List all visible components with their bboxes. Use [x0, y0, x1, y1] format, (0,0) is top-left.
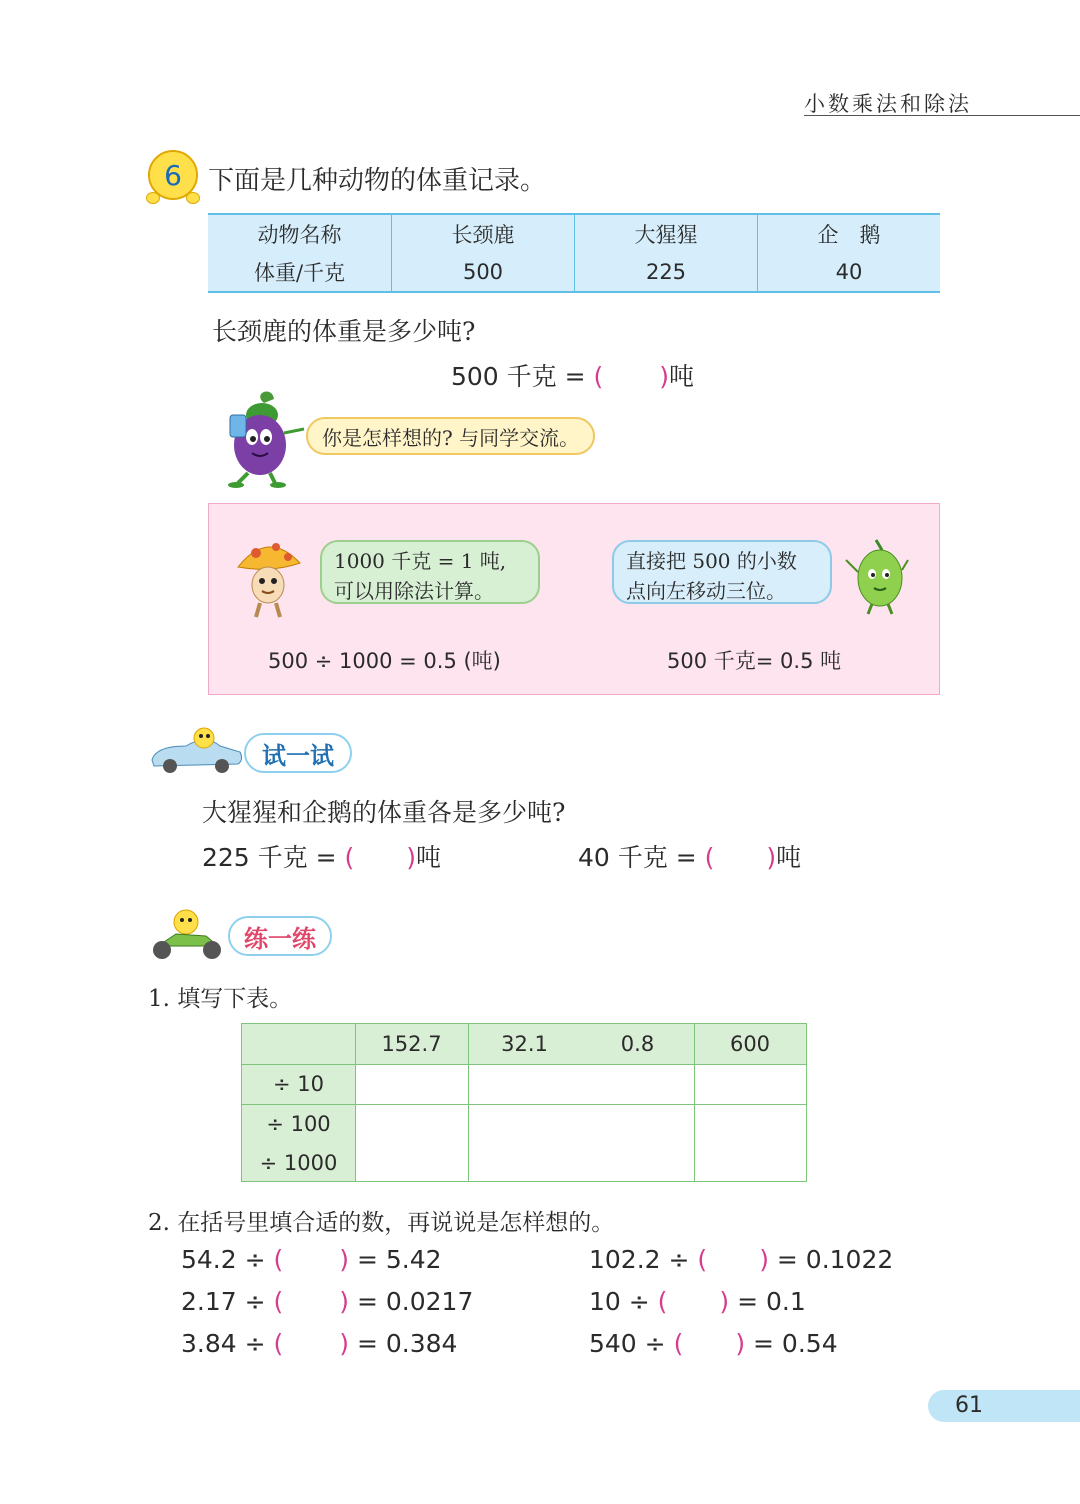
- header-rule: [804, 115, 1080, 116]
- bubble-line: 点向左移动三位。: [626, 579, 786, 603]
- equation-right: = 0.1022: [768, 1245, 894, 1274]
- motorbike-character-icon: [146, 906, 230, 962]
- equation-left: 2.17 ÷: [181, 1287, 274, 1316]
- equation-unit: 吨: [416, 843, 442, 872]
- table-cell: 40: [757, 253, 940, 291]
- open-paren: (: [704, 843, 715, 872]
- exercise-2-equation: [181, 1329, 457, 1358]
- try-it-banner: 试一试: [244, 733, 352, 773]
- equation-right: = 5.42: [349, 1245, 442, 1274]
- close-paren: ): [719, 1287, 730, 1316]
- equation-right: = 0.1: [729, 1287, 806, 1316]
- exercise-2-title: 2. 在括号里填合适的数，再说说是怎样想的。: [148, 1210, 615, 1236]
- question-giraffe: 长颈鹿的体重是多少吨?: [212, 317, 476, 346]
- table-cell: 动物名称: [257, 223, 342, 247]
- hint-speech-bubble: 你是怎样想的? 与同学交流。: [306, 417, 595, 455]
- open-paren: (: [273, 1329, 284, 1358]
- division-table: [241, 1023, 807, 1182]
- equation-left: 54.2 ÷: [181, 1245, 274, 1274]
- equation-left: 500 千克 =: [451, 362, 594, 391]
- car-character-icon: [146, 724, 246, 776]
- problem-number-badge: [148, 150, 198, 200]
- equation-giraffe: [451, 357, 694, 393]
- close-paren: ): [339, 1245, 350, 1274]
- exercise-2-equation: [181, 1287, 473, 1316]
- method-left-bubble: [320, 540, 540, 604]
- table-cell: 体重/千克: [253, 261, 346, 285]
- table-corner: [242, 1024, 355, 1064]
- table-cell: 500: [391, 253, 574, 291]
- exercise-2-equation: [589, 1329, 838, 1358]
- equation-right: = 0.54: [745, 1329, 838, 1358]
- grid-line: [242, 1064, 806, 1065]
- equation-left: 540 ÷: [589, 1329, 674, 1358]
- row-label: ÷ 10: [242, 1064, 355, 1104]
- problem-title: 下面是几种动物的体重记录。: [208, 166, 547, 196]
- table-cell: 长颈鹿: [391, 215, 574, 253]
- equation-unit: 吨: [669, 362, 695, 391]
- problem-number: 6: [164, 158, 182, 192]
- open-paren: (: [593, 362, 604, 391]
- open-paren: (: [697, 1245, 708, 1274]
- exercise-1-title: 1. 填写下表。: [148, 986, 293, 1012]
- close-paren: ): [339, 1287, 350, 1316]
- chapter-title: 小数乘法和除法: [804, 92, 972, 116]
- equation-left: 102.2 ÷: [589, 1245, 698, 1274]
- row-label: ÷ 1000: [242, 1144, 355, 1181]
- try-equation-penguin: [578, 838, 801, 874]
- eggplant-character-icon: [212, 385, 312, 489]
- open-paren: (: [273, 1245, 284, 1274]
- table-cell: 大猩猩: [574, 215, 757, 253]
- table-cell: 225: [574, 253, 757, 291]
- row-label: ÷ 100: [242, 1104, 355, 1144]
- grid-line: [355, 1024, 356, 1181]
- close-paren: ): [735, 1329, 746, 1358]
- bubble-line: 1000 千克 = 1 吨,: [334, 549, 507, 573]
- try-question: 大猩猩和企鹅的体重各是多少吨?: [202, 798, 566, 827]
- column-header: 600: [694, 1024, 806, 1064]
- equation-left: 3.84 ÷: [181, 1329, 274, 1358]
- method-right-bubble: [612, 540, 832, 604]
- close-paren: ): [766, 843, 777, 872]
- page-number-tab: [928, 1390, 1080, 1422]
- equation-right: = 0.0217: [349, 1287, 474, 1316]
- equation-unit: 吨: [776, 843, 802, 872]
- close-paren: ): [759, 1245, 769, 1274]
- mushroom-character-icon: [232, 533, 304, 623]
- page-number: 61: [955, 1393, 983, 1418]
- equation-left: 40 千克 =: [578, 843, 705, 872]
- try-equation-gorilla: [202, 838, 441, 874]
- close-paren: ): [339, 1329, 350, 1358]
- exercise-2-equation: [181, 1245, 442, 1274]
- bubble-line: 直接把 500 的小数: [626, 549, 797, 573]
- exercise-2-equation: [589, 1245, 893, 1274]
- bubble-line: 可以用除法计算。: [334, 579, 494, 603]
- grid-line: [694, 1024, 695, 1181]
- open-paren: (: [273, 1287, 284, 1316]
- animal-weight-table: [208, 213, 940, 293]
- column-header: 152.7: [355, 1024, 468, 1064]
- grid-line: [242, 1104, 806, 1105]
- equation-right: = 0.384: [349, 1329, 458, 1358]
- exercise-2-equation: [589, 1287, 806, 1316]
- column-header: 0.8: [581, 1024, 694, 1064]
- green-pepper-character-icon: [842, 536, 912, 616]
- close-paren: ): [406, 843, 417, 872]
- open-paren: (: [657, 1287, 668, 1316]
- calc-division: 500 ÷ 1000 = 0.5 (吨): [268, 649, 501, 673]
- grid-line: [468, 1024, 469, 1181]
- table-cell: 企 鹅: [757, 215, 940, 253]
- close-paren: ): [659, 362, 670, 391]
- column-header: 32.1: [468, 1024, 581, 1064]
- equation-left: 225 千克 =: [202, 843, 345, 872]
- open-paren: (: [344, 843, 355, 872]
- equation-left: 10 ÷: [589, 1287, 658, 1316]
- open-paren: (: [673, 1329, 684, 1358]
- calc-decimal-shift: 500 千克= 0.5 吨: [667, 649, 842, 673]
- practice-banner: 练一练: [228, 916, 332, 956]
